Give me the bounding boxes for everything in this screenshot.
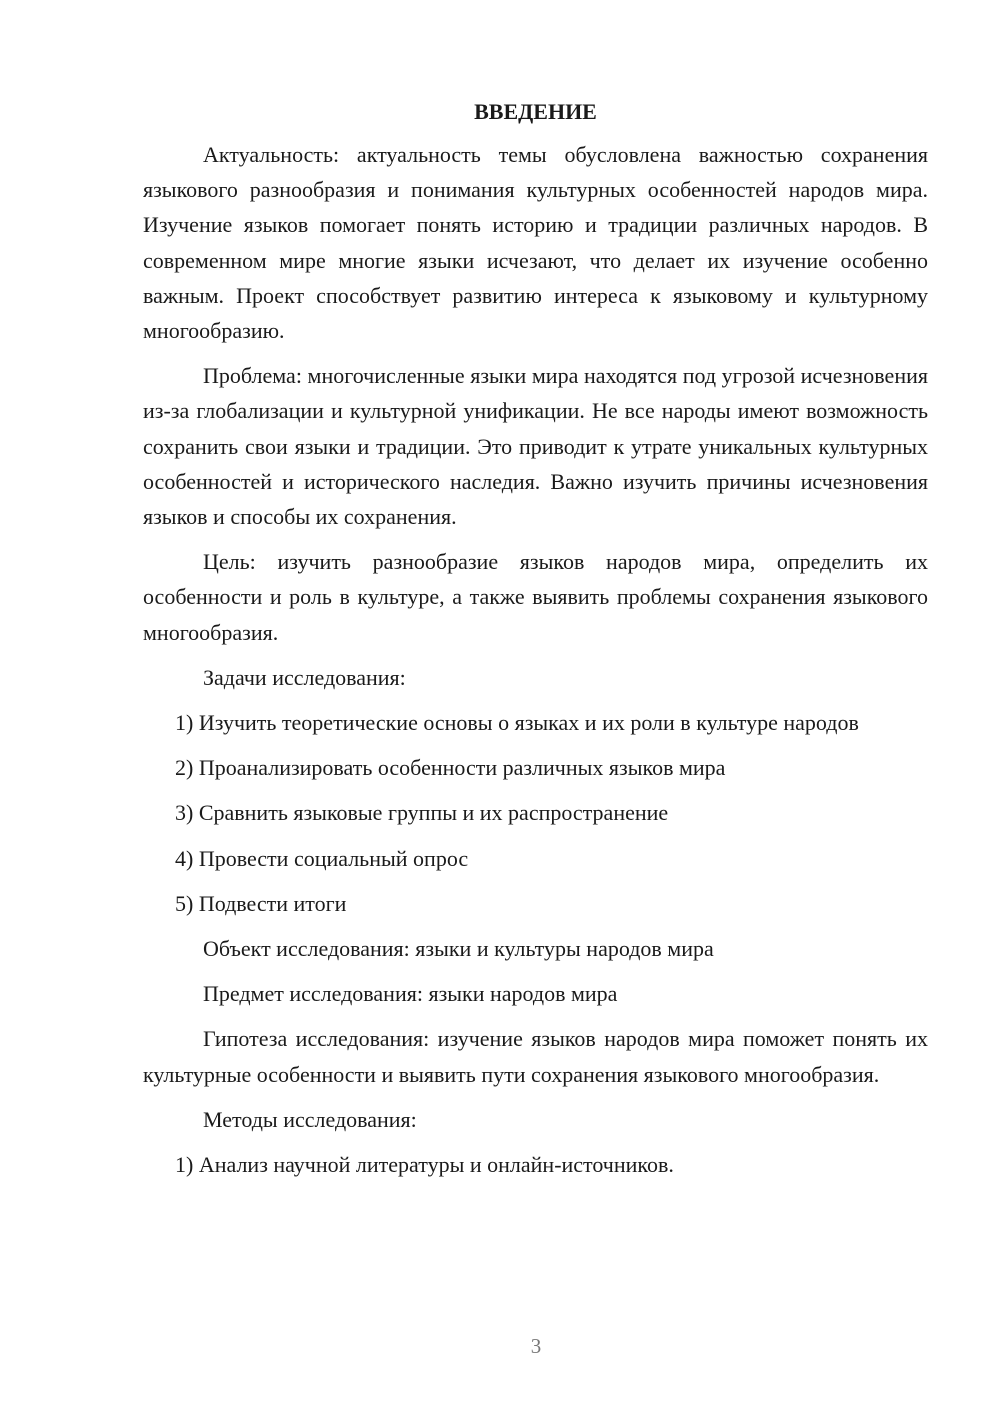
task-item: 3) Сравнить языковые группы и их распространение bbox=[175, 800, 669, 826]
hypothesis-paragraph: Гипотеза исследования: изучение языков народов мира поможет понять их культурные особенности и выявить пути сохранения языкового многообразия. bbox=[143, 1026, 928, 1087]
methods-heading: Методы исследования: bbox=[203, 1106, 417, 1132]
method-item: 1) Анализ научной литературы и онлайн-источников. bbox=[175, 1152, 674, 1178]
page-number: 3 bbox=[530, 1334, 542, 1358]
tasks-heading: Задачи исследования: bbox=[203, 664, 406, 690]
subject-paragraph: Предмет исследования: языки народов мира bbox=[203, 981, 618, 1007]
problem-paragraph: Проблема: многочисленные языки мира находятся под угрозой исчезновения из-за глобализации и культурной унификации. Не все народы имеют возможность сохранить свои языки и традиции. Это приводит к утрате уникальных культурных особенностей и исторического наследия. Важно изучить причины исчезновения языков и способы их сохранения. bbox=[143, 363, 928, 530]
page-title: ВВЕДЕНИЕ bbox=[474, 99, 597, 124]
object-paragraph: Объект исследования: языки и культуры народов мира bbox=[203, 936, 714, 962]
task-item: 1) Изучить теоретические основы о языках и их роли в культуре народов bbox=[175, 710, 859, 736]
task-item: 4) Провести социальный опрос bbox=[175, 845, 469, 871]
relevance-paragraph: Актуальность: актуальность темы обусловлена важностью сохранения языкового разнообразия и понимания культурных особенностей народов мира. Изучение языков помогает понять историю и традиции различных народов. В современном мире многие языки исчезают, что делает их изучение особенно важным. Проект способствует развитию интереса к языковому и культурному многообразию. bbox=[143, 142, 928, 344]
goal-paragraph: Цель: изучить разнообразие языков народов мира, определить их особенности и роль в культуре, а также выявить проблемы сохранения языкового многообразия. bbox=[143, 549, 928, 645]
task-item: 2) Проанализировать особенности различных языков мира bbox=[175, 755, 726, 781]
task-item: 5) Подвести итоги bbox=[175, 890, 347, 916]
document-body bbox=[143, 94, 928, 1192]
